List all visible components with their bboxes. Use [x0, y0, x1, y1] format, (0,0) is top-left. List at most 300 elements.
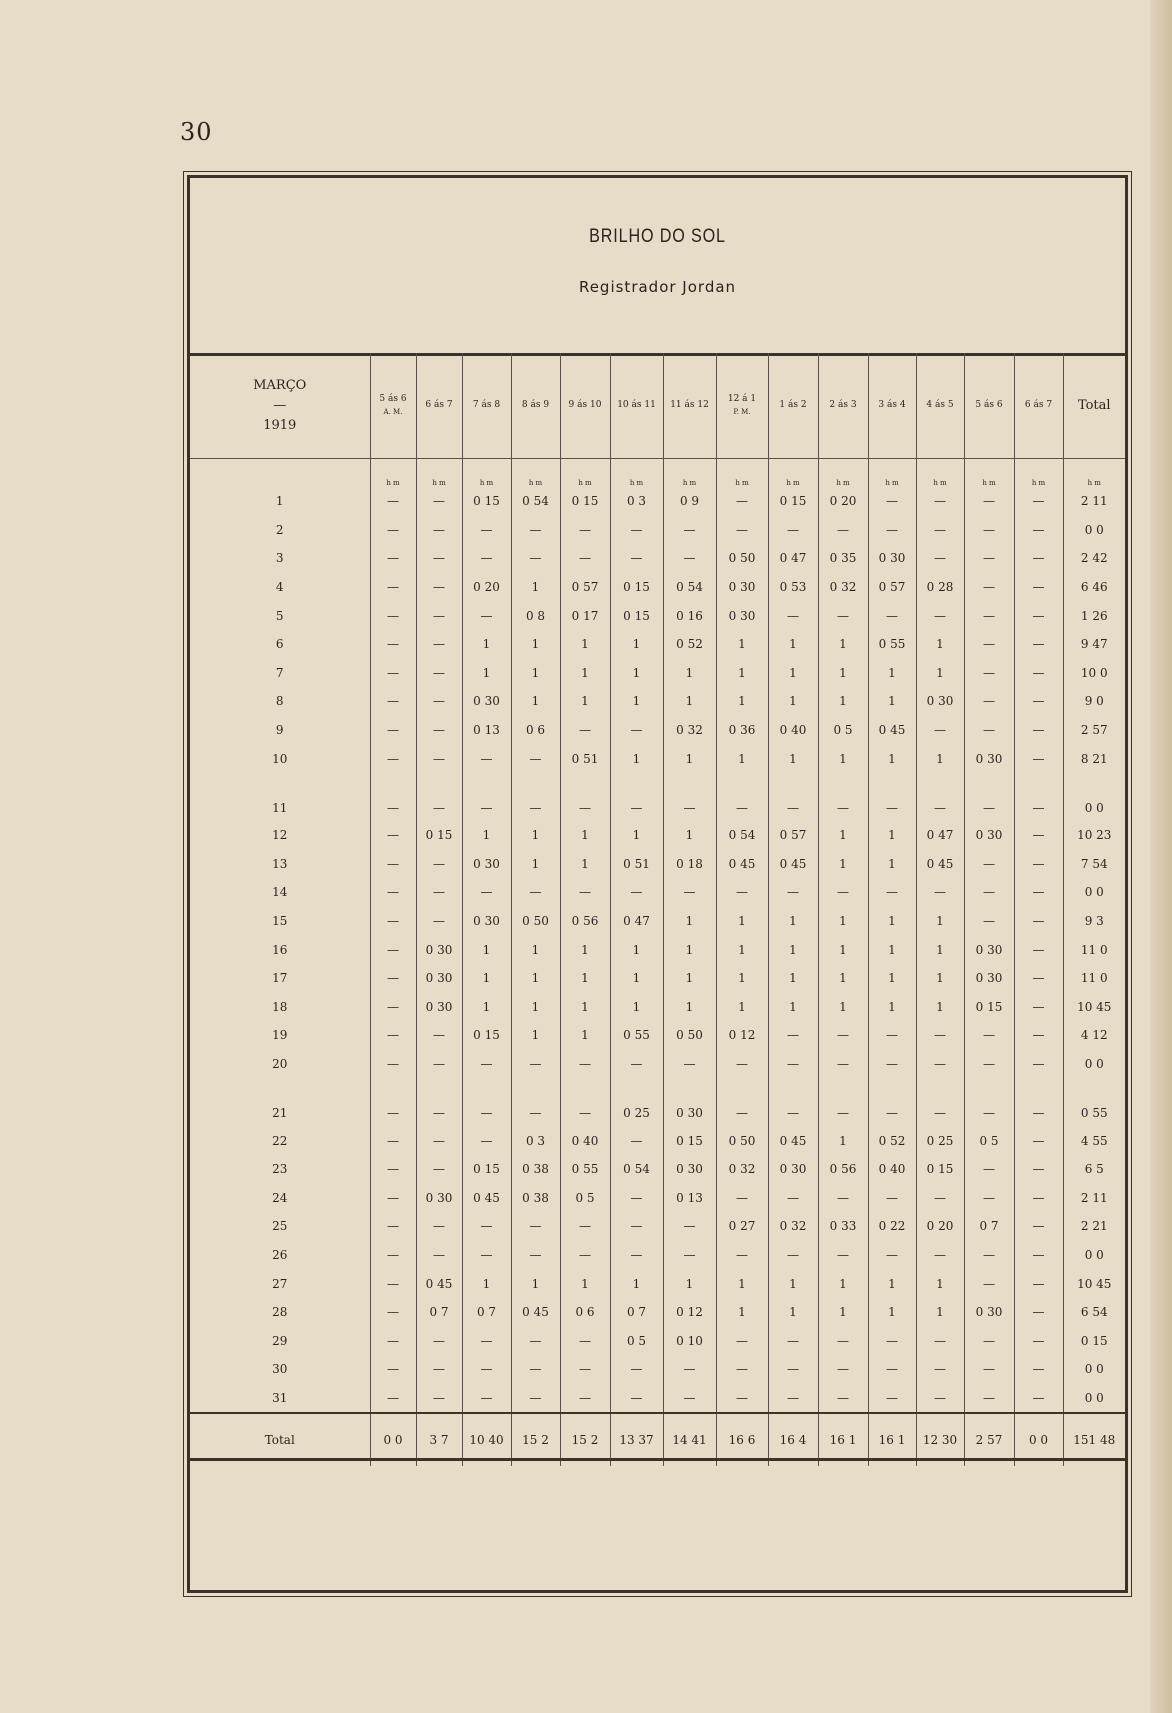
total-cell: 12 30	[916, 1413, 964, 1466]
table-cell: 0 8	[511, 601, 560, 630]
table-cell: 1	[916, 964, 964, 993]
table-cell: 0 13	[663, 1183, 716, 1212]
table-cell: —	[1014, 573, 1063, 602]
table-cell: 1	[768, 1269, 818, 1298]
table-cell: 0 0	[1063, 1355, 1125, 1384]
table-cell: 1	[768, 907, 818, 936]
table-cell: —	[1014, 1298, 1063, 1327]
unit-label: h m	[1063, 459, 1125, 488]
table-cell: 0 30	[416, 993, 462, 1022]
table-cell: 0 55	[560, 1155, 610, 1184]
table-cell: —	[663, 1241, 716, 1270]
table-row	[190, 1269, 1125, 1298]
table-cell: —	[964, 487, 1014, 516]
table-cell: 0 30	[964, 1298, 1014, 1327]
table-cell: 1	[560, 821, 610, 850]
table-cell: 1	[868, 907, 916, 936]
table-cell: 0 7	[462, 1298, 511, 1327]
table-cell: 1	[818, 687, 868, 716]
table-cell: —	[716, 1355, 768, 1384]
table-cell: —	[818, 516, 868, 545]
table-cell: 4 55	[1063, 1126, 1125, 1155]
table-cell: —	[560, 878, 610, 907]
table-cell: —	[560, 516, 610, 545]
table-cell: —	[416, 630, 462, 659]
table-cell: 0 36	[716, 716, 768, 745]
table-cell: —	[610, 1126, 663, 1155]
table-row	[190, 544, 1125, 573]
table-cell: 0 30	[663, 1155, 716, 1184]
table-cell: 0 45	[716, 850, 768, 879]
table-cell: 1	[610, 821, 663, 850]
table-cell: —	[964, 516, 1014, 545]
table-cell: 0 7	[964, 1212, 1014, 1241]
table-cell: —	[370, 964, 416, 993]
table-cell: 1	[560, 993, 610, 1022]
table-cell: —	[964, 1078, 1014, 1126]
table-cell: —	[370, 1021, 416, 1050]
table-cell: —	[511, 1326, 560, 1355]
table-cell: —	[370, 993, 416, 1022]
table-cell: 0 5	[610, 1326, 663, 1355]
table-cell: 0 15	[416, 821, 462, 850]
table-cell: —	[868, 1183, 916, 1212]
table-cell: 0 30	[663, 1078, 716, 1126]
table-cell: 1	[868, 1298, 916, 1327]
table-cell: —	[916, 516, 964, 545]
table-cell: —	[1014, 659, 1063, 688]
table-cell: 1	[663, 821, 716, 850]
table-cell: 1 26	[1063, 601, 1125, 630]
table-cell: 0 18	[663, 850, 716, 879]
table-cell: 1	[818, 659, 868, 688]
day-number: 4	[275, 580, 284, 595]
table-cell: 1	[560, 687, 610, 716]
table-cell: 0 12	[716, 1021, 768, 1050]
table-cell: 9 47	[1063, 630, 1125, 659]
table-row	[190, 744, 1125, 773]
table-cell: —	[916, 1241, 964, 1270]
table-cell: —	[663, 516, 716, 545]
table-cell: —	[916, 878, 964, 907]
table-cell: 1	[818, 821, 868, 850]
table-cell: 0 50	[716, 544, 768, 573]
table-cell: —	[370, 1298, 416, 1327]
table-cell: —	[462, 516, 511, 545]
table-cell: —	[511, 1078, 560, 1126]
total-cell: 16 1	[818, 1413, 868, 1466]
table-cell: 1	[768, 630, 818, 659]
table-cell: 0 0	[1063, 878, 1125, 907]
table-cell: —	[768, 1050, 818, 1079]
table-cell: 0 45	[511, 1298, 560, 1327]
table-cell: 0 5	[964, 1126, 1014, 1155]
day-number: 20	[272, 1056, 288, 1071]
table-cell: —	[768, 601, 818, 630]
unit-label: h m	[818, 459, 868, 488]
table-cell: 1	[768, 659, 818, 688]
day-number: 16	[272, 942, 288, 957]
table-cell: —	[964, 716, 1014, 745]
table-cell: —	[768, 773, 818, 821]
table-cell: —	[1014, 821, 1063, 850]
table-cell: 0 15	[916, 1155, 964, 1184]
table-cell: —	[964, 1241, 1014, 1270]
table-row	[190, 516, 1125, 545]
table-cell: 1	[560, 1269, 610, 1298]
table-cell: —	[370, 659, 416, 688]
table-cell: —	[462, 878, 511, 907]
column-header	[462, 353, 511, 459]
table-row	[190, 850, 1125, 879]
table-cell: —	[416, 1126, 462, 1155]
table-cell: 10 45	[1063, 993, 1125, 1022]
table-cell: 0 30	[964, 821, 1014, 850]
table-row	[190, 1021, 1125, 1050]
table-cell: 1	[610, 1269, 663, 1298]
table-cell: 1	[511, 993, 560, 1022]
table-row	[190, 1183, 1125, 1212]
table-cell: —	[610, 878, 663, 907]
table-cell: 0 20	[462, 573, 511, 602]
column-header-label: 3 ás 4	[878, 400, 906, 410]
table-cell: —	[416, 601, 462, 630]
table-cell: —	[370, 744, 416, 773]
table-cell: 0 30	[462, 687, 511, 716]
table-row	[190, 601, 1125, 630]
table-cell: 1	[511, 935, 560, 964]
table-cell: 9 3	[1063, 907, 1125, 936]
table-frame	[187, 175, 1128, 1593]
table-cell: —	[370, 544, 416, 573]
table-cell: —	[416, 487, 462, 516]
table-cell: 1	[560, 850, 610, 879]
table-cell: —	[462, 1326, 511, 1355]
table-cell: —	[370, 1126, 416, 1155]
table-cell: —	[370, 1269, 416, 1298]
table-cell: 1	[818, 744, 868, 773]
units-blank	[190, 459, 370, 488]
unit-label: h m	[370, 459, 416, 488]
table-cell: 0 6	[511, 716, 560, 745]
table-cell: 1	[560, 659, 610, 688]
table-cell: 1	[663, 993, 716, 1022]
table-cell: —	[462, 1241, 511, 1270]
table-cell: 1	[818, 1126, 868, 1155]
table-cell: —	[716, 1050, 768, 1079]
table-cell: 1	[716, 935, 768, 964]
table-cell: 0 30	[416, 1183, 462, 1212]
table-cell: 0 15	[610, 573, 663, 602]
table-cell: 0 7	[416, 1298, 462, 1327]
table-cell: —	[610, 1050, 663, 1079]
table-cell: —	[511, 1050, 560, 1079]
table-cell: 1	[916, 935, 964, 964]
table-cell: —	[511, 878, 560, 907]
table-row	[190, 773, 1125, 821]
table-cell: 2 11	[1063, 1183, 1125, 1212]
table-cell: 1	[462, 821, 511, 850]
day-number: 27	[272, 1276, 288, 1291]
table-cell: —	[462, 773, 511, 821]
table-cell: 1	[511, 687, 560, 716]
table-cell: —	[560, 1050, 610, 1079]
table-cell: 1	[768, 744, 818, 773]
day-number: 6	[275, 637, 284, 652]
page-number: 30	[180, 118, 213, 146]
day-number: 21	[272, 1106, 288, 1121]
table-cell: —	[370, 516, 416, 545]
table-cell: 9 0	[1063, 687, 1125, 716]
total-cell: 14 41	[663, 1413, 716, 1466]
column-header-label: 2 ás 3	[829, 400, 857, 410]
table-cell: 1	[916, 1298, 964, 1327]
table-cell: 1	[462, 935, 511, 964]
table-cell: —	[868, 878, 916, 907]
table-cell: —	[1014, 850, 1063, 879]
table-cell: 1	[663, 1269, 716, 1298]
table-cell: —	[768, 516, 818, 545]
table-cell: —	[416, 878, 462, 907]
table-row	[190, 1298, 1125, 1327]
column-header	[560, 353, 610, 459]
table-cell: 0 9	[663, 487, 716, 516]
unit-label: h m	[768, 459, 818, 488]
table-cell: 0 15	[462, 1021, 511, 1050]
table-cell: —	[964, 907, 1014, 936]
table-cell: —	[610, 516, 663, 545]
table-row	[190, 1126, 1125, 1155]
table-cell: —	[1014, 744, 1063, 773]
table-cell: 0 54	[716, 821, 768, 850]
table-cell: 0 12	[663, 1298, 716, 1327]
table-cell: —	[964, 1050, 1014, 1079]
table-cell: —	[1014, 601, 1063, 630]
column-header-label: Total	[1077, 398, 1111, 413]
column-header-label: 6 ás 7	[425, 400, 453, 410]
table-cell: —	[560, 1212, 610, 1241]
table-cell: —	[818, 1241, 868, 1270]
column-header	[868, 353, 916, 459]
table-row	[190, 935, 1125, 964]
table-cell: —	[610, 1212, 663, 1241]
table-cell: —	[964, 1269, 1014, 1298]
table-cell: —	[610, 544, 663, 573]
day-number: 3	[275, 551, 284, 566]
day-number: 19	[272, 1028, 288, 1043]
table-cell: 1	[868, 744, 916, 773]
table-cell: —	[416, 1078, 462, 1126]
column-header	[916, 353, 964, 459]
unit-label: h m	[916, 459, 964, 488]
table-cell: —	[964, 1021, 1014, 1050]
table-cell: —	[818, 601, 868, 630]
table-cell: —	[964, 1183, 1014, 1212]
column-header	[1063, 353, 1125, 459]
table-cell: —	[1014, 1269, 1063, 1298]
table-cell: —	[511, 1355, 560, 1384]
table-cell: 1	[768, 687, 818, 716]
page-edge-shadow	[1150, 0, 1172, 1713]
table-cell: —	[868, 1078, 916, 1126]
table-cell: —	[1014, 630, 1063, 659]
table-cell: —	[964, 773, 1014, 821]
table-cell: —	[716, 487, 768, 516]
table-cell: —	[1014, 687, 1063, 716]
table-cell: —	[416, 744, 462, 773]
day-number: 12	[272, 828, 288, 843]
table-row	[190, 1241, 1125, 1270]
total-cell: 16 1	[868, 1413, 916, 1466]
column-header	[416, 353, 462, 459]
column-header-sub: P. M.	[733, 407, 751, 416]
column-header-label: 6 ás 7	[1024, 400, 1053, 410]
table-cell: —	[560, 1326, 610, 1355]
table-cell: —	[868, 516, 916, 545]
table-cell: —	[1014, 1155, 1063, 1184]
unit-label: h m	[1014, 459, 1063, 488]
table-row	[190, 1355, 1125, 1384]
table-row	[190, 487, 1125, 516]
table-cell: —	[560, 1355, 610, 1384]
table-cell: 0 55	[868, 630, 916, 659]
total-cell: 151 48	[1063, 1413, 1125, 1466]
unit-label: h m	[610, 459, 663, 488]
table-cell: 0 40	[768, 716, 818, 745]
table-cell: 0 30	[716, 601, 768, 630]
column-header	[716, 353, 768, 459]
total-cell: 2 57	[964, 1413, 1014, 1466]
column-header	[663, 353, 716, 459]
table-cell: —	[716, 516, 768, 545]
table-cell: 11 0	[1063, 935, 1125, 964]
table-cell: —	[370, 821, 416, 850]
table-cell: 0 54	[511, 487, 560, 516]
table-cell: 0 32	[818, 573, 868, 602]
table-cell: 0 16	[663, 601, 716, 630]
table-cell: 1	[511, 964, 560, 993]
table-cell: —	[768, 1384, 818, 1414]
table-cell: —	[768, 1241, 818, 1270]
table-cell: 1	[716, 964, 768, 993]
table-cell: 1	[768, 993, 818, 1022]
table-cell: —	[916, 773, 964, 821]
table-cell: —	[964, 659, 1014, 688]
table-cell: —	[1014, 907, 1063, 936]
table-cell: —	[716, 1384, 768, 1414]
table-cell: 1	[511, 630, 560, 659]
table-row	[190, 659, 1125, 688]
table-cell: 1	[818, 850, 868, 879]
table-cell: —	[868, 1241, 916, 1270]
day-number: 14	[272, 885, 288, 900]
table-cell: —	[370, 601, 416, 630]
table-cell: 0 57	[768, 821, 818, 850]
table-cell: 0 20	[916, 1212, 964, 1241]
table-cell: 0 6	[560, 1298, 610, 1327]
table-cell: —	[768, 1078, 818, 1126]
table-cell: 1	[511, 850, 560, 879]
table-cell: 1	[560, 630, 610, 659]
table-cell: —	[1014, 1183, 1063, 1212]
table-cell: 1	[818, 935, 868, 964]
table-cell: 6 46	[1063, 573, 1125, 602]
table-cell: —	[462, 744, 511, 773]
table-cell: —	[768, 878, 818, 907]
table-row	[190, 1050, 1125, 1079]
table-cell: 1	[663, 659, 716, 688]
table-cell: —	[416, 1155, 462, 1184]
table-cell: —	[1014, 964, 1063, 993]
year-label: 1919	[263, 417, 297, 433]
table-cell: —	[1014, 993, 1063, 1022]
table-cell: —	[1014, 516, 1063, 545]
table-cell: —	[916, 601, 964, 630]
table-cell: —	[1014, 544, 1063, 573]
table-cell: 1	[462, 659, 511, 688]
table-cell: 1	[663, 907, 716, 936]
table-cell: 0 3	[511, 1126, 560, 1155]
table-cell: —	[768, 1355, 818, 1384]
unit-label: h m	[462, 459, 511, 488]
table-cell: —	[416, 573, 462, 602]
table-cell: 1	[716, 630, 768, 659]
table-cell: 1	[610, 964, 663, 993]
table-cell: —	[416, 1384, 462, 1414]
table-cell: —	[716, 878, 768, 907]
column-header-label: 5 ás 6	[379, 393, 407, 404]
day-number: 7	[275, 665, 284, 680]
table-cell: —	[416, 544, 462, 573]
table-cell: —	[916, 1021, 964, 1050]
table-cell: 0 52	[663, 630, 716, 659]
column-header-label: 9 ás 10	[568, 400, 602, 410]
table-cell: —	[560, 773, 610, 821]
table-cell: —	[868, 1355, 916, 1384]
table-cell: 0 51	[560, 744, 610, 773]
day-number: 13	[272, 856, 288, 871]
table-cell: 0 45	[416, 1269, 462, 1298]
table-cell: —	[1014, 1078, 1063, 1126]
table-cell: —	[716, 1326, 768, 1355]
table-cell: 1	[716, 1269, 768, 1298]
table-cell: 0 15	[663, 1126, 716, 1155]
table-cell: 0 50	[716, 1126, 768, 1155]
table-cell: 0 15	[560, 487, 610, 516]
table-cell: 10 45	[1063, 1269, 1125, 1298]
table-cell: 0 15	[462, 487, 511, 516]
table-cell: 0 47	[916, 821, 964, 850]
table-cell: —	[462, 1384, 511, 1414]
table-cell: 1	[511, 573, 560, 602]
table-cell: 0 53	[768, 573, 818, 602]
table-cell: —	[370, 878, 416, 907]
table-cell: —	[370, 1326, 416, 1355]
table-cell: —	[416, 716, 462, 745]
table-cell: —	[370, 716, 416, 745]
table-cell: 1	[916, 993, 964, 1022]
table-cell: 2 57	[1063, 716, 1125, 745]
table-cell: 0 45	[462, 1183, 511, 1212]
total-cell: 0 0	[1014, 1413, 1063, 1466]
day-number: 8	[275, 694, 284, 709]
day-number: 22	[272, 1133, 288, 1148]
table-cell: 0 22	[868, 1212, 916, 1241]
table-cell: 0 55	[610, 1021, 663, 1050]
table-cell: 0 32	[768, 1212, 818, 1241]
table-cell: —	[1014, 878, 1063, 907]
total-cell: 0 0	[370, 1413, 416, 1466]
